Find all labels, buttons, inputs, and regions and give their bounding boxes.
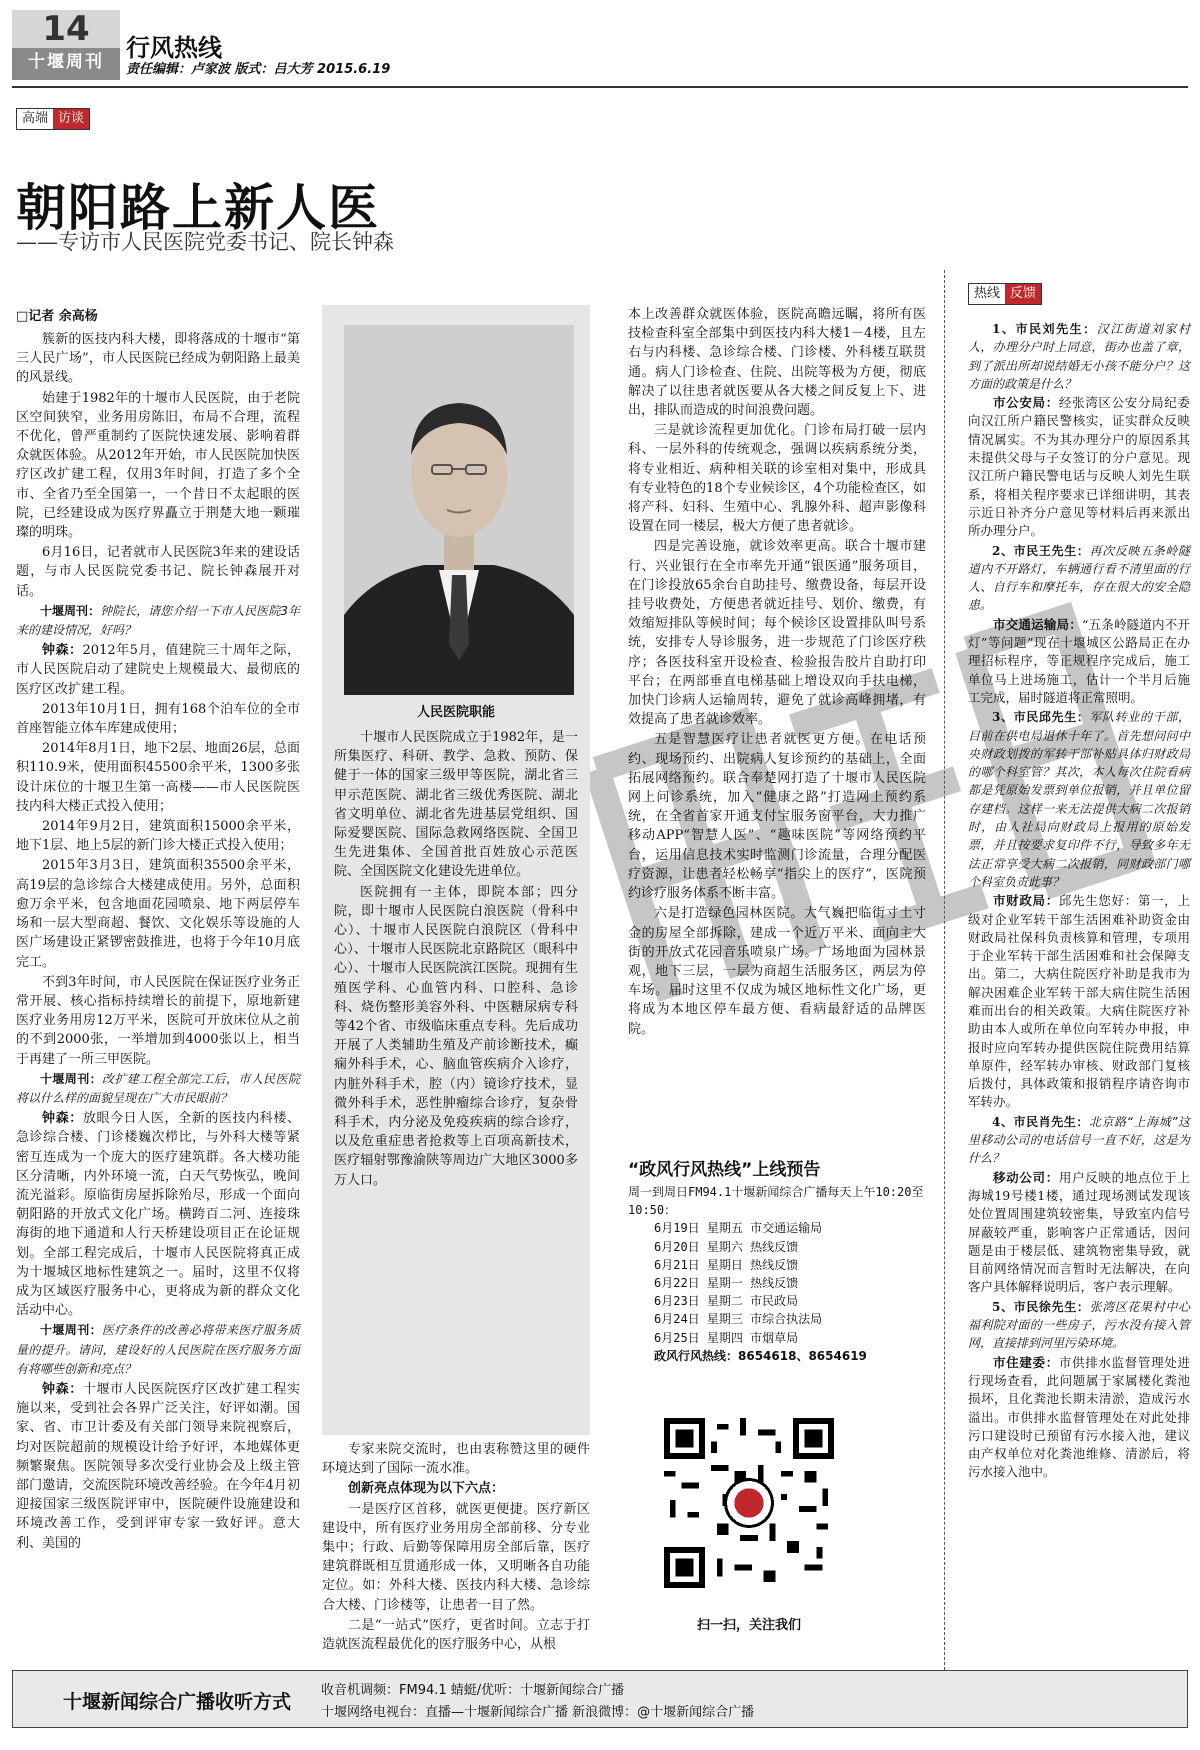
answer bbox=[16, 641, 300, 699]
article-column-1 bbox=[16, 330, 300, 1554]
feedback-speaker: 市交通运输局： bbox=[993, 616, 1082, 632]
footer-title: 十堰新闻综合广播收听方式 bbox=[63, 1691, 292, 1713]
preview-intro: 周一到周日FM94.1十堰新闻综合广播每天上午10:20至10:50： bbox=[628, 1185, 924, 1218]
article-subtitle: ——专访市人民医院党委书记、院长钟森 bbox=[16, 230, 394, 254]
page-number-block bbox=[12, 10, 120, 80]
feedback-question bbox=[968, 320, 1190, 393]
paper-name: 十堰周刊 bbox=[28, 52, 104, 72]
portrait-illustration bbox=[344, 325, 574, 695]
paragraph: 三是就诊流程更加优化。门诊布局打破一层内科、一层外科的传统观念，强调以疾病系统分类，将专业相近、病种相关联的诊室相对集中，形成具有专业特色的18个专业候诊区，4个功能检查区，如将产科、妇科、生殖中心、乳腺外科、超声影像科设置在同一楼层，极大方便了患者就诊。 bbox=[628, 423, 926, 535]
tag-label-b: 反馈 bbox=[1005, 284, 1041, 304]
preview-schedule bbox=[628, 1183, 928, 1365]
question-text: 医疗条件的改善必将带来医疗服务质量的提升。请问，建设好的人民医院在医疗服务方面有将哪些创新和亮点？ bbox=[16, 1323, 300, 1376]
hotline-numbers: 政风行风热线：8654618、8654619 bbox=[654, 1348, 867, 1363]
tag-label-a: 高端 bbox=[22, 111, 49, 126]
feedback-speaker: 5、市民徐先生： bbox=[992, 1299, 1090, 1314]
paragraph: 十堰市人民医院成立于1982年，是一所集医疗、科研、教学、急救、预防、保健于一体的国家三级甲等医院，湖北省三甲示范医院、湖北省三级优秀医院、湖北省文明单位、湖北省先进基层党组织、国际爱婴医院、国际急救网络医院、全国卫生先进集体、全国首批百姓放心示范医院、全国医院文化建设先进单位。 bbox=[334, 730, 578, 880]
paragraph: 2015年3月3日，建筑面积35500余平米，高19层的急诊综合大楼建成使用。另外，总面积愈万余平米，包含地面花园喷泉、地下两层停车场和一层大型商超、餐饮、文化娱乐等设施的人医广场建设正紧锣密鼓推进，也将于今年10月底完工。 bbox=[16, 858, 300, 970]
section-heading: 创新亮点体现为以下六点： bbox=[348, 1481, 505, 1497]
qr-caption: 扫一扫，关注我们 bbox=[696, 1618, 801, 1633]
feedback-question bbox=[968, 708, 1190, 891]
feedback-question bbox=[968, 542, 1190, 615]
paragraph: 五是智慧医疗让患者就医更方便。在电话预约、现场预约、出院病人复诊预约的基础上，全面拓展网络预约。联合奉楚网打造了十堰市人民医院网上问诊系统，加入“健康之路”打造网上预约系统，在全省首家开通支付宝服务窗平台，大力推广移动APP“智慧人医”、“趣味医院”等网络预约平台，运用信息技术实时监测门诊流量，合理分配医疗资源，让患者轻松畅享“指尖上的医疗”，医院预约诊疗服务体系不断丰富。 bbox=[628, 732, 926, 902]
speaker: 钟森： bbox=[42, 1381, 83, 1397]
paragraph: 专家来院交流时，也由衷称赞这里的硬件环境达到了国际一流水准。 bbox=[322, 1442, 590, 1477]
feedback-speaker: 1、市民刘先生： bbox=[992, 322, 1097, 336]
feedback-speaker: 2、市民王先生： bbox=[992, 543, 1090, 558]
paragraph: 二是“一站式”医疗，更省时间。立志于打造就医流程最优化的医疗服务中心，从根 bbox=[322, 1617, 590, 1653]
qr-code[interactable] bbox=[664, 1418, 834, 1588]
schedule-item: 6月21日 星期日 热线反馈 bbox=[654, 1257, 799, 1272]
paragraph: 6月16日，记者就市人民医院3年来的建设话题，与市人民医院党委书记、院长钟森展开对话。 bbox=[16, 545, 300, 599]
paragraph: 六是打造绿色园林医院。大气巍把临街寸土寸金的房屋全部拆除，建成一个近万平米、面向主大街的开放式花园音乐喷泉广场。广场地面为园林景观，地下三层，一层为商超生活服务区，两层为停车场。届时这里不仅成为城区地标性文化广场，更将成为本地区停车最方便、看病最舒适的品牌医院。 bbox=[628, 906, 926, 1037]
schedule-item: 6月22日 星期一 热线反馈 bbox=[654, 1276, 799, 1291]
feedback-speaker: 4、市民肖先生： bbox=[992, 1114, 1089, 1129]
question-text: 改扩建工程全部完工后，市人民医院将以什么样的面貌呈现在广大市民眼前？ bbox=[16, 1071, 300, 1105]
paragraph: 始建于1982年的十堰市人民医院，由于老院区空间狭窄，业务用房陈旧，布局不合理，流程不优化，曾严重制约了医院快速发展、影响着群众就医体验。从2012年开始，市人民医院加快医疗区改扩建工程，仅用3年时间，打造了多个全市、全省乃至全国第一，一个昔日不太起眼的医院，已经建设成为医疗界矗立于荆楚大地一颗璀璨的明珠。 bbox=[16, 390, 300, 541]
schedule-item: 6月20日 星期六 热线反馈 bbox=[654, 1239, 799, 1254]
paragraph: 2013年10月1日，拥有168个泊车位的全市首座智能立体车库建成使用； bbox=[16, 701, 300, 737]
feedback-text: 邱先生您好：第一，上级对企业军转干部生活困难补助资金由财政局社保科负责核算和管理，专项用于企业军转干部生活困难和社会保障支出。第二，大病住院医疗补助是我市为解决困难企业军转干部大病住院生活困难而出台的相关政策。大病住院医疗补助由本人或所在单位向军转办申报，申报时应向军转办提供医院住院费用结算单原件，经军转办审核、财政部门复核后拨付，具体政策和报销程序请咨询市军转办。 bbox=[968, 893, 1190, 1110]
feedback-speaker: 移动公司： bbox=[993, 1169, 1059, 1185]
schedule-item: 6月23日 星期二 市民政局 bbox=[654, 1294, 799, 1309]
feedback-text: 军队转业的干部，目前在供电局退休十年了。首先想问问中央财政划拨的军转干部补贴具体归财政局的哪个科室管？其次，本人每次住院看病都是凭原始发票到单位报销，并且单位留存建档。这样一来无法提供大病二次报销时，由人社局向财政局上报用的原始发票，并且按要求复印件不行，导致多年无法正常享受大病二次报销，同财政部门哪个科室负责此事？ bbox=[968, 710, 1190, 889]
paragraph: 2014年9月2日，建筑面积15000余平米，地下1层、地上5层的新门诊大楼正式投入使用； bbox=[16, 819, 300, 854]
speaker: 十堰周刊： bbox=[40, 1071, 102, 1086]
feedback-text: 张湾区花果村中心福利院对面的一些房子，污水没有接入管网，直接排到河里污染环境。 bbox=[968, 1299, 1190, 1351]
feedback-text: 汉江街道刘家村人，办理分户时上同意，街办也盖了章，到了派出所却说结婚无小孩不能分户？这方面的政策是什么？ bbox=[968, 322, 1190, 391]
speaker: 钟森： bbox=[42, 643, 83, 659]
paragraph: 四是完善设施，就诊效率更高。联合十堰市建行、兴业银行在全市率先开通“银医通”服务项目，在门诊投放65余台自助挂号、缴费设备，每层开设挂号收费处，方便患者就近挂号、划价、缴费，有效缩短排队等候时间；每个候诊区设置排队叫号系统，安排专人导诊服务，进一步规范了门诊医疗秩序；各医技科室开设检查、检验报告胶片自助打印平台；在两部垂直电梯基础上增设双向手扶电梯，加快门诊病人运输周转，避免了就诊高峰拥堵，有效提高了患者就诊效率。 bbox=[628, 539, 926, 728]
edition-meta: 责任编辑：卢家波 版式：吕大芳 2015.6.19 bbox=[126, 62, 391, 77]
tag-label-b: 访谈 bbox=[53, 109, 89, 129]
question bbox=[16, 1321, 300, 1379]
schedule-item: 6月25日 星期四 市烟草局 bbox=[654, 1330, 799, 1345]
feedback-answer bbox=[968, 394, 1190, 540]
feedback-speaker: 市住建委： bbox=[993, 1354, 1059, 1370]
feedback-text: 北京路“上海城”这里移动公司的电话信号一直不好，这是为什么？ bbox=[968, 1114, 1190, 1166]
speaker: 十堰周刊： bbox=[40, 1323, 102, 1338]
answer bbox=[16, 1380, 300, 1553]
question bbox=[16, 1070, 300, 1108]
paragraph: 簇新的医技内科大楼，即将落成的十堰市“第三人民广场”，市人民医院已经成为朝阳路上最美的风景线。 bbox=[16, 332, 300, 386]
speaker: 钟森： bbox=[42, 1111, 83, 1127]
section-name: 行风热线 bbox=[126, 33, 222, 62]
speaker: 十堰周刊： bbox=[40, 603, 101, 618]
paragraph: 2014年8月1日，地下2层、地面26层，总面积110.9米，使用面积45500余平米，1300多张设计床位的十堰卫生第一高楼——市人民医院医技内科大楼正式投入使用； bbox=[16, 741, 300, 814]
feedback-text: 经张湾区公安分局纪委向汉江所户籍民警核实，证实群众反映情况属实。不为其办理分户的原因系其未提供父母与子女签订的分户意见。现汉江所户籍民警电话与反映人刘先生联系，将相关程序要求已详细讲明，其表示近日补齐分户意见等材料后再来派出所办理分户。 bbox=[968, 395, 1190, 539]
column-tag-interview bbox=[16, 108, 90, 130]
footer-line-1: 收音机调频：FM94.1 蜻蜓/优听：十堰新闻综合广播 bbox=[321, 1683, 625, 1698]
schedule-item: 6月19日 星期五 市交通运输局 bbox=[654, 1221, 823, 1236]
schedule-item: 6月24日 星期三 市综合执法局 bbox=[654, 1312, 823, 1327]
portrait-photo bbox=[344, 325, 574, 695]
feedback-text: 再次反映五条岭隧道内不开路灯，车辆通行看不清里面的行人、自行车和摩托车，存在很大的安全隐患。 bbox=[968, 543, 1190, 613]
question-text: 钟院长，请您介绍一下市人民医院3年来的建设情况，好吗？ bbox=[16, 603, 300, 638]
feedback-question bbox=[968, 1113, 1190, 1168]
feedback-answer bbox=[968, 1169, 1190, 1297]
page-number: 14 bbox=[12, 10, 120, 48]
feedback-text: “五条岭隧道内不开灯”等问题”现在十堰城区公路局正在办理招标程序，等正规程序完成后，施工单位马上进场施工，估计一个半月后施工完成，届时隧道将正常照明。 bbox=[968, 616, 1190, 705]
paragraph: 医院拥有一主体，即院本部；四分院，即十堰市人民医院白浪医院（骨科中心）、十堰市人民医院白浪院区（骨科中心）、十堰市人民医院北京路院区（眼科中心）、十堰市人民医院滨江医院。现拥有生殖医学科、心血管内科、口腔科、急诊科、烧伤整形美容外科、中医糖尿病专科等42个省、市级临床重点专科。先后成功开展了人类辅助生殖及产前诊断技术，癫痫外科手术，心、脑血管疾病介入诊疗，内脏外科手术，腔（内）镜诊疗技术，显微外科手术，恶性肿瘤综合诊疗，复杂骨科手术，内分泌及免疫疾病的综合诊疗，以及危重症患者抢救等上百项高新技术，医疗辐射鄂豫渝陕等周边广大地区3000多万人口。 bbox=[334, 884, 578, 1188]
answer-text: 2012年5月，值建院三十周年之际，市人民医院启动了建院史上规模最大、最彻底的医疗区改扩建工程。 bbox=[16, 643, 300, 697]
byline: □记者 余高杨 bbox=[16, 309, 98, 324]
article-column-2-bottom bbox=[322, 1440, 590, 1655]
feedback-speaker: 3、市民邱先生： bbox=[992, 710, 1090, 725]
feedback-answer bbox=[968, 616, 1190, 707]
preview-title: “政风行风热线”上线预告 bbox=[628, 1160, 821, 1180]
column-tag-feedback bbox=[968, 283, 1042, 305]
header-rule bbox=[12, 86, 1188, 88]
question bbox=[16, 602, 300, 640]
feedback-text: 用户反映的地点位于上海城19号楼1楼，通过现场测试发现该处位置周围建筑较密集，导致室内信号屏蔽较严重，影响客户正常通话，因问题是由于楼层低、建筑物密集导致，就目前网络情况而言暂时无法解决，在向客户具体解释说明后，客户表示理解。 bbox=[968, 1169, 1190, 1295]
paragraph: 不到3年时间，市人民医院在保证医疗业务正常开展、核心指标持续增长的前提下，原地新建医疗业务用房12万平米，医院可开放床位从之前的不到2000张，一举增加到4000张以上，相当于再建了一所三甲医院。 bbox=[16, 974, 300, 1067]
feedback-question bbox=[968, 1298, 1190, 1353]
footer-banner bbox=[12, 1670, 1188, 1728]
feedback-answer bbox=[968, 1354, 1190, 1482]
article-column-3 bbox=[628, 305, 926, 1040]
answer bbox=[16, 1109, 300, 1320]
feedback-answer bbox=[968, 892, 1190, 1112]
tag-label-a: 热线 bbox=[974, 286, 1001, 301]
paragraph: 一是医疗区首移，就医更便捷。医疗新区建设中，所有医疗业务用房全部前移、分专业集中；行政、后勤等保障用房全部后靠，医疗建筑群既相互贯通形成一体，又明晰各自功能定位。如：外科大楼、医技内科大楼、急诊综合大楼、门诊楼等，让患者一目了然。 bbox=[322, 1501, 590, 1613]
paragraph: 本上改善群众就医体验，医院高瞻远瞩，将所有医技检查科室全部集中到医技内科大楼1－4楼，且左右与内科楼、急诊综合楼、门诊楼、外科楼互联贯通。病人门诊检查、住院、出院等极为方便，彻底解决了以往患者就医要从各大楼之间反复上下、进出，排队而造成的时间浪费问题。 bbox=[628, 307, 926, 419]
answer-text: 放眼今日人医，全新的医技内科楼、急诊综合楼、门诊楼巍次栉比，与外科大楼等紧密互连成为一个庞大的医疗建筑群。各大楼功能区分清晰，内外环境一流，白天气势恢弘，晚间流光溢彩。原临街房屋拆除殆尽，形成一个面向朝阳路的开放式文化广场。横跨百二河、连接珠海街的地下通道和人行天桥建设项目正在论证规划。全部工程完成后，十堰市人民医院将真正成为十堰城区地标性建筑之一。届时，这里不仅将成为区域医疗服务中心，更将成为新的群众文化活动中心。 bbox=[16, 1111, 300, 1319]
schedule-list bbox=[628, 1219, 928, 1365]
sidebar-caption: 人民医院职能 bbox=[416, 705, 495, 720]
answer-text: 十堰市人民医院医疗区改扩建工程实施以来，受到社会各界广泛关注，好评如潮。国家、省、市卫计委及有关部门领导来院视察后，均对医院超前的规模设计给予好评，本地媒体更频繁聚焦。医院领导多次受行业协会及上级主管部门邀请，交流医院环境改善经验。在今年4月初迎接国家三级医院评审中，医院硬件设施建设和环境改善工作，受到评审专家一致好评。意大利、美国的 bbox=[16, 1381, 300, 1551]
feedback-speaker: 市财政局： bbox=[993, 893, 1059, 909]
footer-line-2: 十堰网络电视台：直播—十堰新闻综合广播 新浪微博：@十堰新闻综合广播 bbox=[321, 1705, 755, 1720]
article-title: 朝阳路上新人医 bbox=[16, 178, 380, 237]
column-divider bbox=[944, 270, 945, 1670]
feedback-speaker: 市公安局： bbox=[993, 395, 1059, 411]
sidebar-text bbox=[334, 728, 578, 1191]
feedback-text: 市供排水监督管理处进行现场查看，此问题属于家属楼化粪池损坏，且化粪池长期未清淤，造成污水溢出。市供排水监督管理处在对此处排污口建设时已预留有污水接入池，建议由产权单位对化粪池维修、清淤后，将污水接入池中。 bbox=[968, 1354, 1190, 1480]
feedback-column bbox=[968, 320, 1190, 1483]
